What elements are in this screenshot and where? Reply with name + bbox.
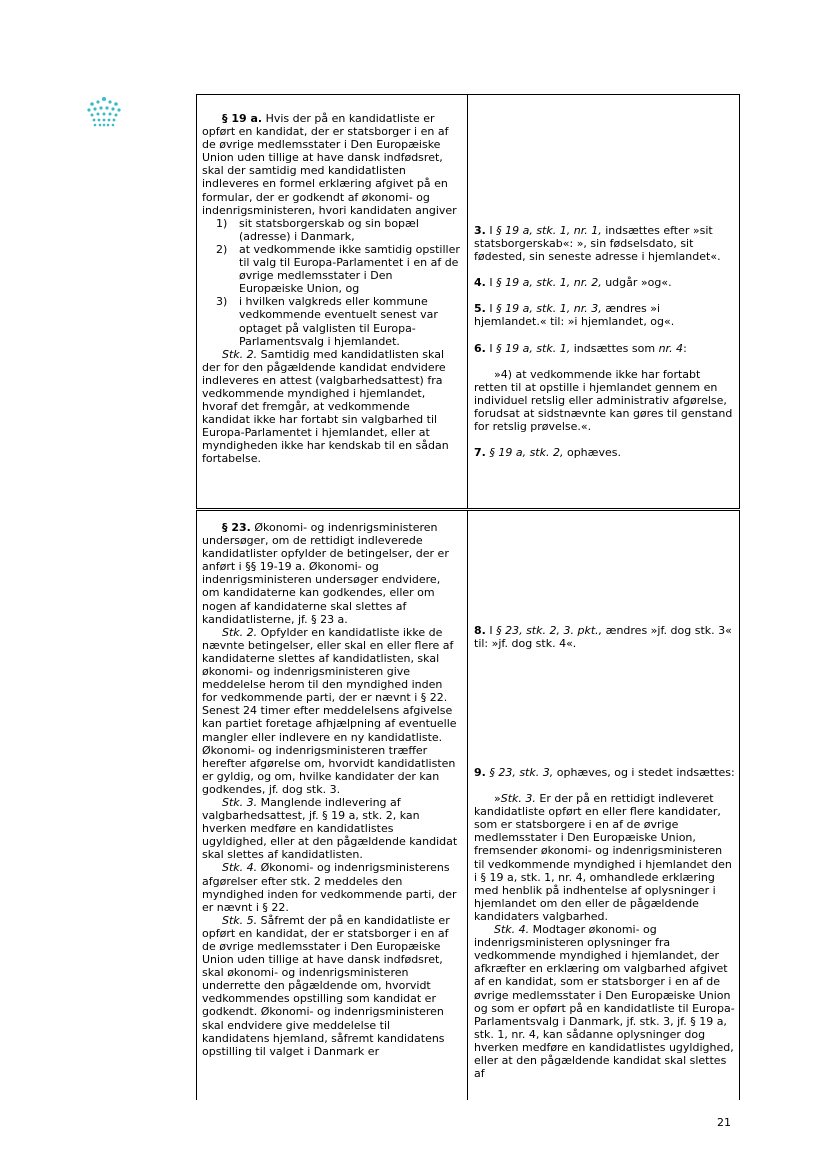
paragraph-stk5: Stk. 5. Såfremt der på en kandidatliste er opført en kandidat, der er statsborger i en af de øvrige medlemsstater i Den Europæiske Union uden tillige at have dansk indfødsret, skal økonomi- og indenrigsministeren underrette den pågældende om, hvorvidt vedkommendes opstilling som kandidat er godkendt. Økonomi- og indenrigsministeren skal endvidere give meddelelse til kandidatens hjemland, såfremt kandidatens opstilling til valget i Danmark er xyxy=(202,913,450,1058)
amendment-9: 9. § 23, stk. 3, ophæves, og i stedet indsættes: xyxy=(474,766,735,779)
amendment-8: 8. I § 23, stk. 2, 3. pkt., ændres »jf. dog stk. 3« til: »jf. dog stk. 4«. xyxy=(474,624,732,651)
amendment-9-stk3: »Stk. 3. Er der på en rettidigt indleveret kandidatliste opført en eller flere kandidater, som er statsborgere i en af de øvrige medlemsstater i Den Europæiske Union, fremsender økonomi- og indenrigsministeren til vedkommende myndighed i hjemlandet den i § 19 a, stk. 1, nr. 4, omhandlede erklæring med henblik på indhentelse af oplysninger i hjemlandet om den eller de pågældende kandidaters valgbarhed. xyxy=(474,792,732,923)
paragraph-23: § 23. Økonomi- og indenrigsministeren undersøger, om de rettidigt indleverede kandidatlister opfylder de betingelser, der er anført i §§ 19-19 a. Økonomi- og indenrigsministeren undersøger endvidere, om kandidaterne kan godkendes, eller om nogen af kandidaterne skal slettes af kandidatlisterne, jf. § 23 a. xyxy=(202,521,449,626)
page-number: 21 xyxy=(717,1116,731,1129)
table-block-19a xyxy=(196,94,740,509)
list-item: 1) sit statsborgerskab og sin bopæl (adresse) i Danmark, xyxy=(216,216,419,243)
current-law-cell xyxy=(202,112,460,508)
paragraph-stk2: Stk. 2. Opfylder en kandidatliste ikke de nævnte betingelser, eller skal en eller flere af kandidaterne slettes af kandidatlisten, skal økonomi- og indenrigsministeren give meddelelse herom til den myndighed inden for vedkommende parti, der er nævnt i § 22. Senest 24 timer efter meddelelsens afgivelse kan partiet foretage afhjælpning af eventuelle mangler eller indlevere en ny kandidatliste. Økonomi- og indenrigsministeren træffer herefter afgørelse om, hvorvidt kandidatlisten er gyldig, og om, hvilke kandidater der kan godkendes, jf. dog stk. 3. xyxy=(202,625,457,796)
amendment-3: 3. I § 19 a, stk. 1, nr. 1, indsættes efter »sit statsborgerskab«: », sin fødselsdato, sit fødested, sin seneste adresse i hjemlandet«. xyxy=(474,224,721,264)
amendment-9-stk4: Stk. 4. Modtager økonomi- og indenrigsministeren oplysninger fra vedkommende myndighed i hjemlandet, der afkræfter en erklæring om valgbarhed afgivet af en kandidat, som er statsborger i en af de øvrige medlemsstater i Den Europæiske Union og som er opført på en kandidatliste til Europa-Parlamentsvalg i Danmark, jf. stk. 3, jf. § 19 a, stk. 1, nr. 4, kan sådanne oplysninger dog hverken medføre en kandidatlistes ugyldighed, eller at den pågældende kandidat skal slettes af xyxy=(474,923,735,1081)
amendment-cell xyxy=(474,224,736,508)
amendment-4: 4. I § 19 a, stk. 1, nr. 2, udgår »og«. xyxy=(474,276,672,290)
amendment-6-quote: »4) at vedkommende ikke har fortabt retten til at opstille i hjemlandet gennem en individuel retslig eller administrativ afgørelse, forudsat at sidstnævnte kan gøres til genstand for retslig prøvelse.«. xyxy=(474,367,733,434)
paragraph-stk3: Stk. 3. Manglende indlevering af valgbarhedsattest, jf. § 19 a, stk. 2, kan hverken medføre en kandidatlistes ugyldighed, eller at den pågældende kandidat skal slettes af kandidatlisten. xyxy=(202,795,458,862)
crown-logo-icon xyxy=(86,96,122,128)
numbered-list xyxy=(202,217,460,348)
table-block-23 xyxy=(196,510,740,1100)
list-item: 2) at vedkommende ikke samtidig opstiller til valg til Europa-Parlamentet i en af de øvrige medlemsstater i Den Europæiske Union, og xyxy=(216,242,460,296)
amendment-7: 7. § 19 a, stk. 2, ophæves. xyxy=(474,446,621,460)
amendment-cell xyxy=(474,766,736,1100)
amendment-5: 5. I § 19 a, stk. 1, nr. 3, ændres »i hjemlandet.« til: »i hjemlandet, og«. xyxy=(474,302,675,329)
current-law-cell xyxy=(202,521,460,1100)
list-item: 3) i hvilken valgkreds eller kommune vedkommende eventuelt senest var optaget på valglisten til Europa-Parlamentsvalg i hjemlandet. xyxy=(216,295,438,348)
column-divider xyxy=(467,95,468,508)
paragraph-stk2: Stk. 2. Samtidig med kandidatlisten skal der for den pågældende kandidat endvidere indleveres en attest (valgbarhedsattest) fra vedkommende myndighed i hjemlandet, hvoraf det fremgår, at vedkommende kandidat ikke har fortabt sin valgbarhed til Europa-Parlamentet i hjemlandet, eller at myndigheden ikke har kendskab til en sådan fortabelse. xyxy=(202,347,449,466)
paragraph-stk4: Stk. 4. Økonomi- og indenrigsministerens afgørelser efter stk. 2 meddeles den myndighed inden for vedkommende parti, der er nævnt i § 22. xyxy=(202,861,457,914)
column-divider xyxy=(467,511,468,1100)
paragraph-19a: § 19 a. Hvis der på en kandidatliste er opført en kandidat, der er statsborger i en af de øvrige medlemsstater i Den Europæiske Union uden tillige at have dansk indfødsret, skal der samtidig med kandidatlisten indleveres en formel erklæring afgivet på en formular, der er godkendt af økonomi- og indenrigsministeren, hvori kandidaten angiver xyxy=(202,112,457,217)
amendment-6: 6. I § 19 a, stk. 1, indsættes som nr. 4: xyxy=(474,341,687,355)
